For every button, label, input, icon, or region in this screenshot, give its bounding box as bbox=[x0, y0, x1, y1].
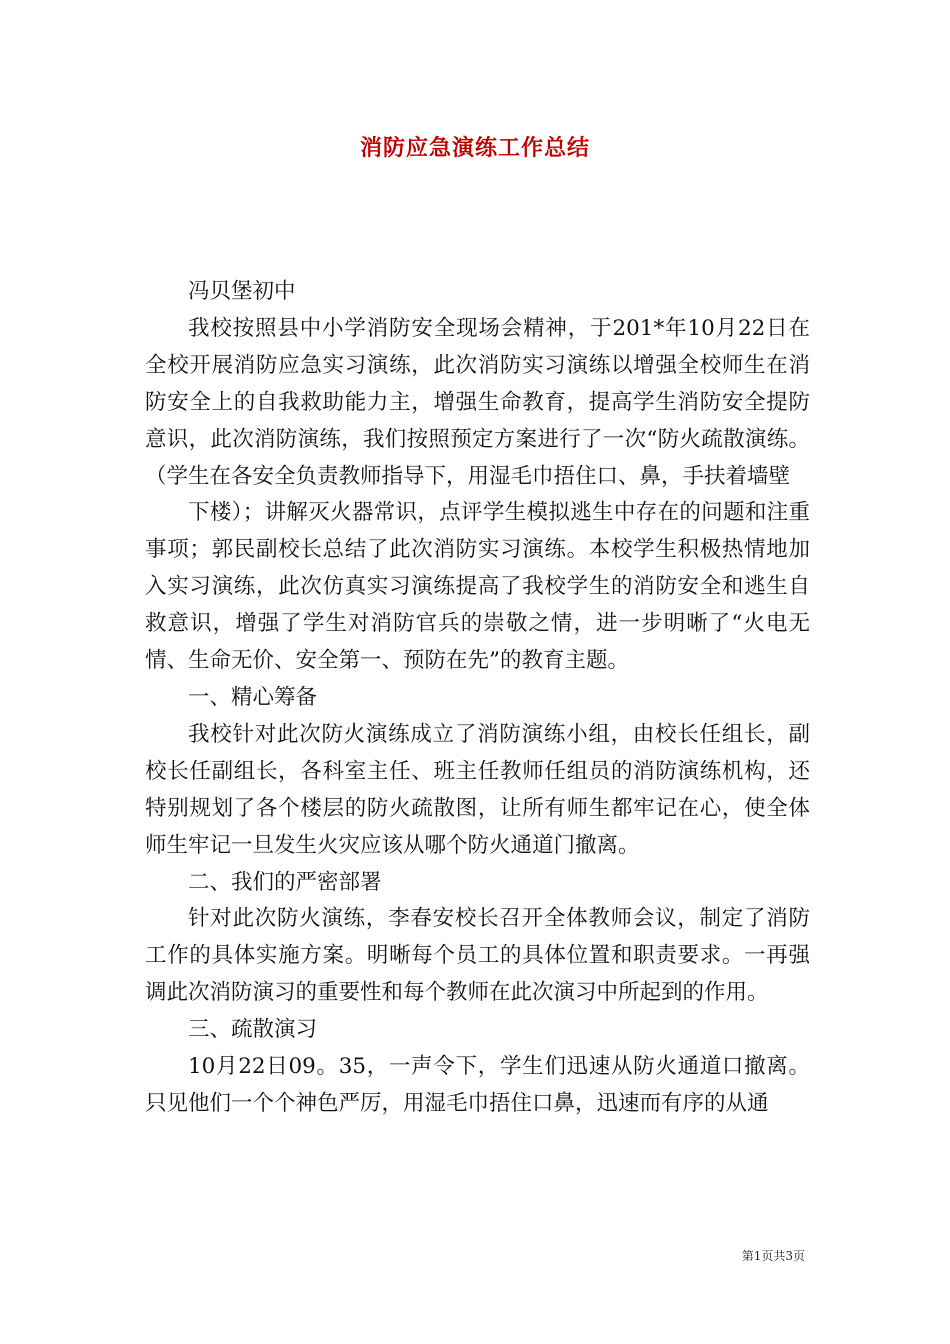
intro-paragraph-continued: 下楼）；讲解灭火器常识，点评学生模拟逃生中存在的问题和注重事项；郭民副校长总结了此次消防实习演练。本校学生积极热情地加入实习演练，此次仿真实习演练提高了我校学生的消防安全和逃生自救意识，增强了学生对消防官兵的崇敬之情，进一步明晰了“火电无情、生命无价、安全第一、预防在先”的教育主题。 bbox=[145, 500, 810, 674]
document-body bbox=[145, 274, 810, 1123]
section-heading-deployment: 二、我们的严密部署 bbox=[188, 869, 382, 895]
preparation-paragraph: 我校针对此次防火演练成立了消防演练小组，由校长任组长，副校长任副组长，各科室主任、班主任教师任组员的消防演练机构，还特别规划了各个楼层的防火疏散图，让所有师生都牢记在心，使全体师生牢记一旦发生火灾应该从哪个防火通道门撤离。 bbox=[145, 721, 810, 858]
evacuation-paragraph: 10月22日09。35，一声令下，学生们迅速从防火通道口撤离。只见他们一个个神色严厉，用湿毛巾捂住口鼻，迅速而有序的从通 bbox=[145, 1054, 810, 1116]
school-name: 冯贝堡初中 bbox=[188, 279, 296, 304]
document-title: 消防应急演练工作总结 bbox=[359, 136, 590, 161]
section-heading-preparation: 一、精心筹备 bbox=[188, 684, 318, 710]
deployment-paragraph: 针对此次防火演练，李春安校长召开全体教师会议，制定了消防工作的具体实施方案。明晰每个员工的具体位置和职责要求。一再强调此次消防演习的重要性和每个教师在此次演习中所起到的作用。 bbox=[145, 906, 810, 1006]
section-heading-evacuation: 三、疏散演习 bbox=[188, 1017, 318, 1043]
page-number: 第1页共3页 bbox=[741, 1249, 805, 1263]
intro-paragraph: 我校按照县中小学消防安全现场会精神，于201*年10月22日在全校开展消防应急实习演练，此次消防实习演练以增强全校师生在消防安全上的自我救助能力主，增强生命教育，提高学生消防安全提防意识，此次消防演练，我们按照预定方案进行了一次“防火疏散演练。（学生在各安全负责教师指导下，用湿毛巾捂住口、鼻，手扶着墙壁 bbox=[145, 315, 810, 489]
